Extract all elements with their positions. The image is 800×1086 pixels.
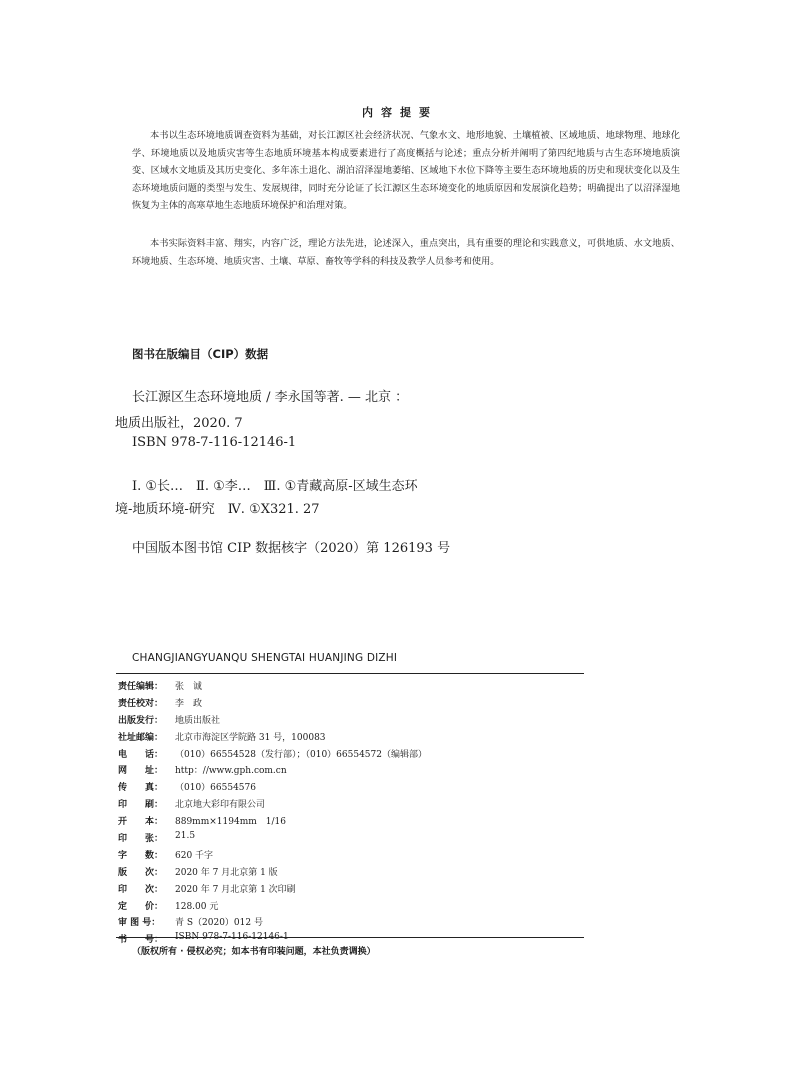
colophon-row [118, 831, 588, 848]
colophon-value: 2020 年 7 月北京第 1 次印刷 [175, 884, 296, 895]
colophon-row [118, 848, 588, 865]
colophon-value: 北京地大彩印有限公司 [175, 800, 266, 811]
colophon-value: 620 千字 [175, 850, 214, 861]
colophon-row [118, 814, 588, 831]
colophon-row [118, 865, 588, 882]
cip-title-line: 长江源区生态环境地质 / 李永国等著. — 北京 ： [132, 390, 409, 405]
colophon-value: 地质出版社 [175, 715, 221, 726]
pinyin-title: CHANGJIANGYUANQU SHENGTAI HUANJING DIZHI [132, 652, 398, 664]
colophon-value: 北京市海淀区学院路 31 号，100083 [175, 732, 326, 743]
colophon-row [118, 763, 588, 780]
cip-heading: 图书在版编目（CIP）数据 [132, 347, 269, 361]
colophon-bottom-rule [116, 937, 584, 938]
colophon-value: （010）66554528（发行部）；（010）66554572（编辑部） [175, 749, 427, 760]
colophon-label: 定 价： [118, 901, 164, 912]
cip-data-number: 中国版本图书馆 CIP 数据核字（2020）第 126193 号 [132, 541, 451, 556]
colophon-value: （010）66554576 [175, 783, 256, 794]
colophon-value: 21.5 [175, 831, 196, 842]
summary-paragraph-1: 本书以生态环境地质调查资料为基础，对长江源区社会经济状况、气象水文、地形地貌、土壤植被、区域地质、地球物理、地球化学、环境地质以及地质灾害等生态地质环境基本构成要素进行了高度概括与论述；重点分析并阐明了第四纪地质与古生态环境地质演变、区域水文地质及其历史变化、多年冻土退化、湖泊沼泽湿地萎缩、区域地下水位下降等主要生态环境地质的历史和现状变化以及生态环境地质问题的类型与发生、发展规律，同时充分论证了长江源区生态环境变化的地质原因和发展演化趋势；明确提出了以沼泽湿地恢复为主体的高寒草地生态地质环境保护和治理对策。 [132, 130, 680, 212]
colophon-label: 责任编辑： [118, 682, 164, 692]
colophon-label: 责任校对： [118, 698, 164, 709]
colophon-label: 印 次： [118, 884, 164, 895]
colophon-row [118, 780, 588, 797]
colophon-label: 开 本： [118, 817, 164, 828]
colophon-value: http：//www.gph.com.cn [175, 766, 287, 777]
rights-notice: （版权所有 · 侵权必究；如本书有印装问题，本社负责调换） [132, 947, 376, 957]
colophon-value: ISBN 978-7-116-12146-1 [175, 932, 289, 943]
colophon-row [118, 679, 588, 696]
colophon-top-rule [116, 673, 584, 674]
colophon-value: 李 政 [175, 698, 203, 709]
colophon-row [118, 915, 588, 932]
colophon-row [118, 713, 588, 730]
colophon-value: 张 诚 [175, 682, 203, 692]
colophon-value: 889mm×1194mm 1/16 [175, 817, 286, 828]
colophon-row [118, 730, 588, 747]
colophon-value: 2020 年 7 月北京第 1 版 [175, 867, 278, 878]
colophon-label: 审 图 号： [118, 918, 161, 929]
colophon-row [118, 797, 588, 814]
colophon-label: 电 话： [118, 749, 164, 760]
summary-heading: 内容提要 [362, 106, 438, 119]
colophon-row [118, 899, 588, 916]
colophon-row [118, 696, 588, 713]
colophon-value: 128.00 元 [175, 901, 219, 912]
colophon-label: 版 次： [118, 867, 164, 878]
colophon-label: 社址邮编： [118, 732, 164, 743]
colophon-label: 出版发行： [118, 715, 164, 726]
colophon-label: 网 址： [118, 766, 164, 777]
colophon [118, 679, 588, 949]
colophon-label: 印 刷： [118, 800, 164, 811]
colophon-label: 印 张： [118, 834, 164, 845]
colophon-label: 书 号： [118, 935, 164, 946]
colophon-label: 传 真： [118, 783, 164, 794]
cip-classification-line-1: Ⅰ. ①长… Ⅱ. ①李… Ⅲ. ①青藏高原-区域生态环 [132, 479, 418, 494]
summary-paragraph-2: 本书实际资料丰富、翔实，内容广泛，理论方法先进，论述深入，重点突出，具有重要的理论和实践意义，可供地质、水文地质、环境地质、生态环境、地质灾害、土壤、草原、畜牧等学科的科技及教学人员参考和使用。 [132, 238, 680, 267]
colophon-label: 字 数： [118, 850, 164, 861]
cip-publisher-line: 地质出版社，2020. 7 [115, 416, 243, 431]
cip-isbn-line: ISBN 978-7-116-12146-1 [132, 435, 297, 450]
colophon-value: 青 S（2020）012 号 [175, 918, 263, 929]
colophon-row [118, 882, 588, 899]
colophon-row [118, 747, 588, 764]
cip-classification-line-2: 境-地质环境-研究 Ⅳ. ①X321. 27 [115, 502, 320, 517]
